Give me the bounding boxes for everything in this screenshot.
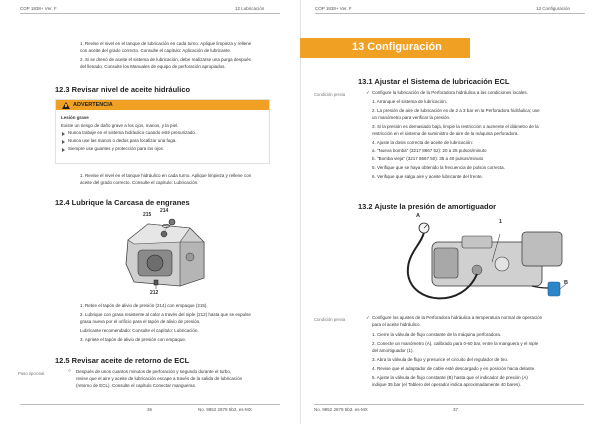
s132-step-1: 1. Cierre la válvula de flujo constante de la máquina perforadora. <box>372 332 502 337</box>
warning-bullet-arrow <box>62 132 65 136</box>
warning-bullet-2: Nunca use las manos o dedos para localizar una fuga. <box>68 138 177 143</box>
rock-drill-figure <box>372 214 572 314</box>
fig-label-212: 212 <box>150 290 159 296</box>
right-page-content <box>300 0 600 424</box>
right-header-doc: COP 1838+ Ver. F <box>315 6 352 11</box>
s131-step-3b: restricción en el sistema de suministro de aire de la máquina perforadora. <box>372 131 519 136</box>
section-13-2-title: 13.2 Ajuste la presión de amortiguador <box>358 202 497 211</box>
s125-text-1: Después de unos cuantos minutos de perforación y segundo durante el turbo, <box>76 369 232 374</box>
warning-text: Existe un riesgo de daño grave a los ojos, manos, y la piel. <box>61 123 179 128</box>
warning-subtitle: Lesión grave <box>61 115 89 120</box>
s124-step-3: 3. Apriete el tapón de alivio de presión con empaque. <box>80 337 187 342</box>
flow-valve-hose <box>532 286 548 288</box>
accumulator <box>495 257 509 271</box>
warning-box <box>55 99 270 164</box>
intro-line-1: 1. Revise el nivel en el tanque de lubricación en cada turno. Aplique limpieza y rellene <box>80 41 252 46</box>
right-header-chapter: 13 Configuración <box>536 6 571 11</box>
s131-step-4b: b. "Bomba vieja" (3217 8667 50): 35 a 40 pulsos/minuto <box>372 156 484 161</box>
damper-nipple-1 <box>472 265 482 275</box>
s132-check-icon: ✓ <box>366 315 370 320</box>
s131-step-1: 1. Arranque el sistema de lubricación. <box>372 99 448 104</box>
s132-step-3: 3. Abra la válvula de flujo y presurice el circuito del regulador de tiro. <box>372 357 509 362</box>
s131-step-2a: 2. La presión de aire de lubricación es de 2 a 3 bar en la Perforadora hidráulica; use <box>372 108 540 113</box>
s124-step-2c: Lubricante recomendado: Consulte el capítulo: Lubricación. <box>80 328 199 333</box>
gear-housing-top <box>128 224 190 244</box>
right-footer-rule <box>314 404 584 405</box>
right-doc-number: No. 9852 2879 5b3. es-MX <box>314 407 368 412</box>
s124-step-2a: 2. Lubrique con grasa resistente al calor a través del niple (212) hasta que se expulse <box>80 312 251 317</box>
s132-step-5a: 5. Ajuste la válvula de flujo constante (B) hasta que el indicador de presión (A) <box>372 375 528 380</box>
fig-label-b: B <box>564 280 568 286</box>
s132-precondition-2: para el aceite hidráulico. <box>372 322 421 327</box>
left-page-number: 36 <box>147 407 153 412</box>
s125-condition-icon: ○ <box>68 368 72 374</box>
right-page-number: 37 <box>453 407 459 412</box>
relief-plug-port <box>161 231 167 237</box>
warning-bullet-1: Nunca trabaje en el sistema hidráulico cuando esté presurizado. <box>68 130 197 135</box>
fig-label-214: 214 <box>160 208 169 214</box>
flow-valve-b <box>548 282 560 296</box>
gear-housing-side <box>180 242 204 286</box>
s132-side-label: Condición previa <box>314 317 346 322</box>
intro-line-2: con aceite del grado correcto. Consulte el capítulo: Aplicación de lubricante. <box>80 48 232 53</box>
s123-step-1b: aceite del grado correcto. Consulte el capítulo: Lubricación. <box>80 180 199 185</box>
grease-nipple-212 <box>154 280 158 285</box>
left-header-chapter: 12 Lubricación <box>235 6 265 11</box>
warning-icon-mark <box>65 104 67 107</box>
gear-cover-hub <box>147 255 163 271</box>
s131-step-2b: un manómetro para verificar la presión. <box>372 115 451 120</box>
s131-check-icon: ✓ <box>366 90 370 95</box>
fig-label-215: 215 <box>143 212 152 218</box>
s132-step-5b: indique 35 bar (el Tablero del operador indica aproximadamente 40 bares). <box>372 382 522 387</box>
section-13-1-title: 13.1 Ajustar el Sistema de lubricación ECL <box>358 77 510 86</box>
left-header-rule <box>20 13 280 14</box>
s124-step-2b: grasa nueva por el orificio para el tapón de alivio de presión. <box>80 319 201 324</box>
section-12-3-title: 12.3 Revisar nivel de aceite hidráulico <box>55 85 191 94</box>
warning-bullet-arrow <box>62 148 65 152</box>
gear-housing-figure <box>120 212 210 290</box>
s124-step-1: 1. Retire el tapón de alivio de presión (214) con empaque (215). <box>80 303 208 308</box>
section-12-5-title: 12.5 Revisar aceite de retorno de ECL <box>55 356 190 365</box>
warning-bullet-3: Siempre use guantes y protección para los ojos. <box>68 146 165 151</box>
fig-label-1: 1 <box>499 219 503 225</box>
s131-step-6: 6. Verifique que salga aire y aceite lubricante del frente. <box>372 174 483 179</box>
s131-step-4: 4. Ajuste la dosis correcta de aceite de lubricación: <box>372 140 474 145</box>
s132-step-2b: del amortiguador (1). <box>372 348 414 353</box>
intro-line-3: 2. Si se drenó de aceite el sistema de lubricación, debe realizarse una purga después <box>80 57 251 62</box>
s131-step-3a: 3. Si la presión es demasiado baja, limpie la restricción o aumente el diámetro de la <box>372 124 539 129</box>
intro-line-4: del llenado. Consulte los Manuales de equipo de perforación apropiados. <box>80 64 226 69</box>
left-doc-number: No. 9852 2879 5b3. es-MX <box>198 407 252 412</box>
chapter-title: 13 Configuración <box>352 41 442 53</box>
s132-step-2a: 2. Conecte un manómetro (A), calibrado para 0-60 bar, entre la manguera y el niple <box>372 341 539 346</box>
section-12-4-title: 12.4 Lubrique la Carcasa de engranes <box>55 198 190 207</box>
s123-step-1a: 1. Revise el nivel en el tanque hidráulico en cada turno. Aplique limpieza y rellene con <box>80 173 252 178</box>
s132-precondition-1: Configure los ajustes de la Perforadora hidráulica a temperatura normal de operación <box>372 315 543 320</box>
s125-side-label: Paso opcional <box>18 371 45 376</box>
s131-step-5: 5. Verifique que se haya obtenido la frecuencia de pulsos correcta. <box>372 165 505 170</box>
fig-label-a: A <box>416 213 420 219</box>
warning-bullet-arrow <box>62 140 65 144</box>
left-footer-rule <box>20 404 280 405</box>
drill-back-head <box>522 232 562 266</box>
s131-precondition: Configure la lubricación de la Perforadora hidráulica a las condiciones locales. <box>372 90 528 95</box>
drill-valve-block <box>462 236 492 248</box>
s131-side-label: Condición previa <box>314 92 346 97</box>
left-header-doc: COP 1838+ Ver. F <box>20 6 57 11</box>
relief-plug-214 <box>169 219 175 225</box>
drill-front-head <box>434 248 458 278</box>
warning-title: ADVERTENCIA <box>73 102 113 108</box>
s125-text-3: (retorno de ECL). Consulte el capítulo Conectar mangueras. <box>76 383 197 388</box>
s131-step-4a: a. "Nueva bomba" (3217 8667 52): 20 a 25 pulsos/minuto <box>372 148 487 153</box>
s125-text-2: revise que el aire y aceite de lubricación escape a través de la salida de lubricación <box>76 376 243 381</box>
side-port <box>186 253 194 261</box>
s132-step-4: 4. Revise que el adaptador de cable esté descargado y en posición hacia delante. <box>372 366 536 371</box>
